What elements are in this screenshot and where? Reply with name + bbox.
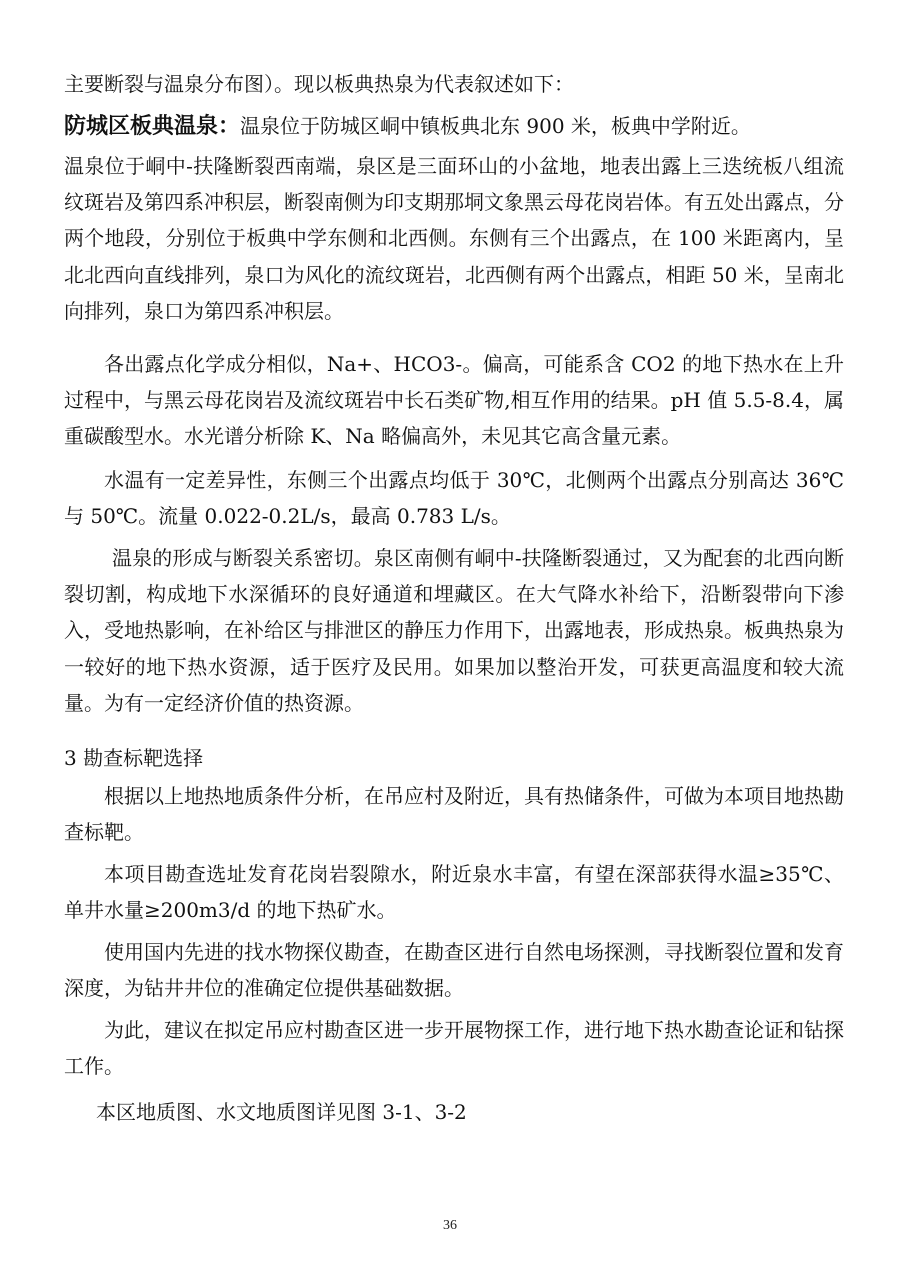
paragraph-intro: 主要断裂与温泉分布图）。现以板典热泉为代表叙述如下： bbox=[64, 72, 574, 96]
paragraph-spring-geology: 温泉位于峒中-扶隆断裂西南端，泉区是三面环山的小盆地，地表出露上三迭统板八组流纹斑岩及第四系冲积层，断裂南侧为印支期那垌文象黑云母花岗岩体。有五处出露点，分两个地段，分别位于板典中学东侧和北西侧。东侧有三个出露点，在 100 米距离内，呈北北西向直线排列，泉口为风化的流纹斑岩，北西侧有两个出露点，相距 50 米，呈南北向排列，泉口为第四系冲积层。 bbox=[64, 154, 844, 323]
paragraph-geophysics: 使用国内先进的找水物探仪勘查，在勘查区进行自然电场探测，寻找断裂位置和发育深度，为钻井井位的准确定位提供基础数据。 bbox=[64, 940, 844, 1001]
paragraph-banding-location: 温泉位于防城区峒中镇板典北东 900 米，板典中学附近。 bbox=[240, 114, 751, 138]
paragraph-figure-reference: 本区地质图、水文地质图详见图 3-1、3-2 bbox=[96, 1100, 467, 1124]
paragraph-formation: 温泉的形成与断裂关系密切。泉区南侧有峒中-扶隆断裂通过，又为配套的北西向断裂切割，构成地下水深循环的良好通道和埋藏区。在大气降水补给下，沿断裂带向下渗入，受地热影响，在补给区与排泄区的静压力作用下，出露地表，形成热泉。板典热泉为一较好的地下热水资源，适于医疗及民用。如果加以整治开发，可获更高温度和较大流量。为有一定经济价值的热资源。 bbox=[64, 546, 844, 715]
page-number: 36 bbox=[443, 1218, 457, 1233]
paragraph-chemistry: 各出露点化学成分相似，Na+、HCO3-。偏高，可能系含 CO2 的地下热水在上升过程中，与黑云母花岗岩及流纹斑岩中长石类矿物,相互作用的结果。pH 值 5.5-8.4，属重碳酸型水。水光谱分析除 K、Na 略偏高外，未见其它高含量元素。 bbox=[64, 352, 844, 449]
paragraph-target: 根据以上地热地质条件分析，在吊应村及附近，具有热储条件，可做为本项目地热勘查标靶。 bbox=[64, 784, 844, 845]
section-heading: 3 勘查标靶选择 bbox=[64, 746, 204, 770]
bold-heading-banding: 防城区板典温泉： bbox=[64, 114, 241, 139]
paragraph-banding-hot-spring bbox=[64, 108, 844, 145]
paragraph-temperature: 水温有一定差异性，东侧三个出露点均低于 30℃，北侧两个出露点分别高达 36℃与 50℃。流量 0.022-0.2L/s，最高 0.783 L/s。 bbox=[64, 468, 844, 529]
paragraph-recommendation: 为此，建议在拟定吊应村勘查区进一步开展物探工作，进行地下热水勘查论证和钻探工作。 bbox=[64, 1018, 844, 1079]
paragraph-site-selection: 本项目勘查选址发育花岗岩裂隙水，附近泉水丰富，有望在深部获得水温≥35℃、单井水量≥200m3/d 的地下热矿水。 bbox=[64, 862, 844, 923]
